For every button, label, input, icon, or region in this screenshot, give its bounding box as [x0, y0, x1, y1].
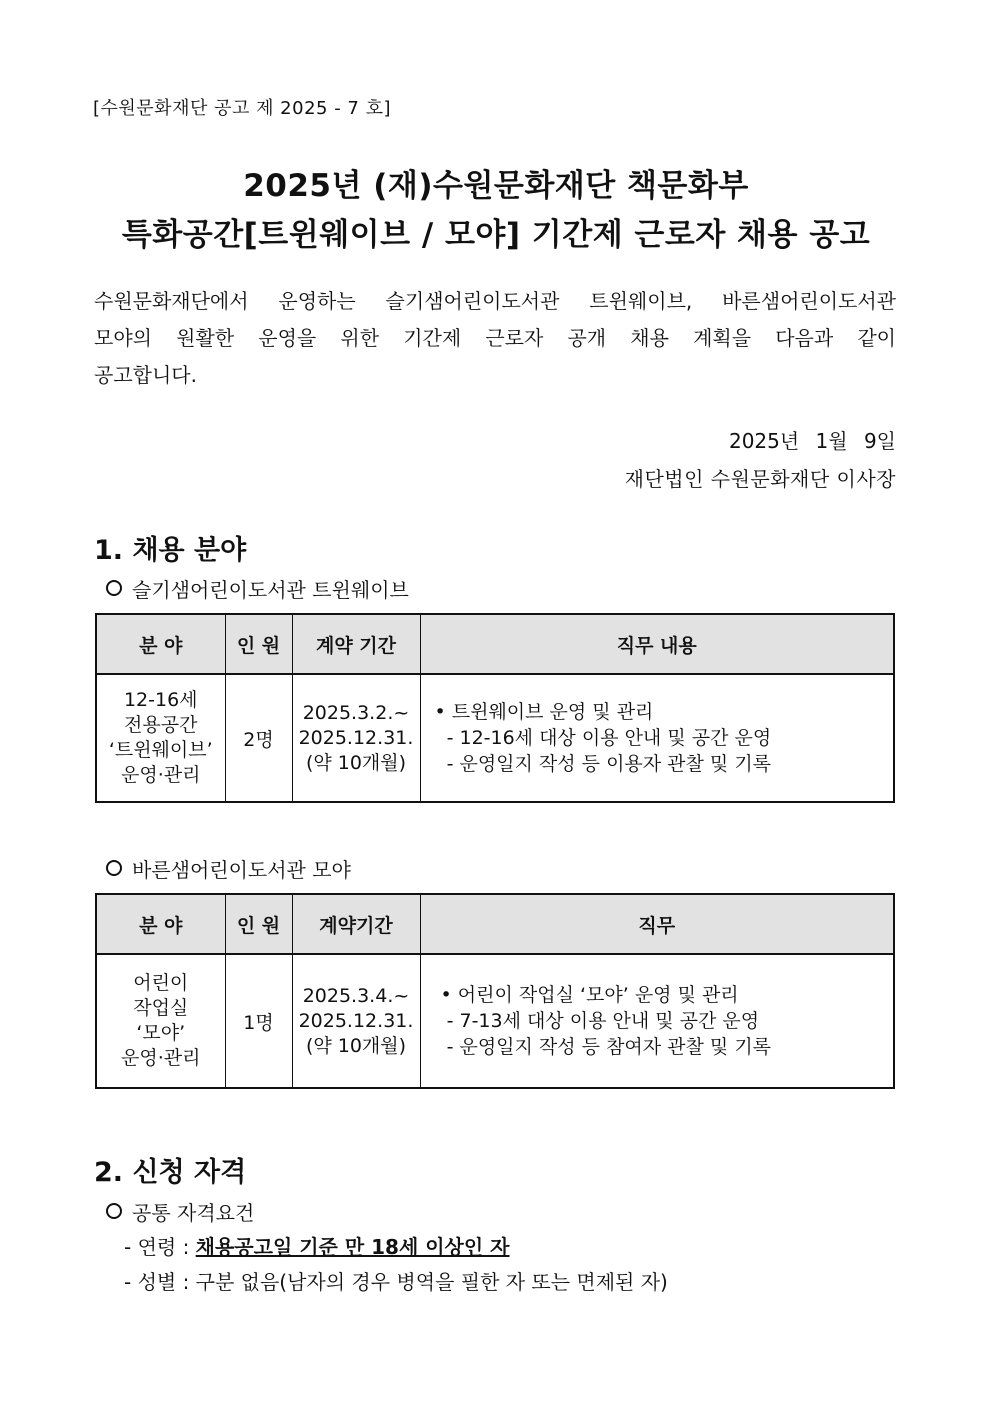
- title-line-1: 2025년 (재)수원문화재단 책문화부: [243, 168, 749, 204]
- period-cell: [292, 954, 420, 1088]
- header-field: 분 야: [96, 894, 225, 954]
- library2-name: 바른샘어린이도서관 모야: [132, 858, 351, 882]
- gender-label: - 성별 :: [124, 1270, 196, 1294]
- period-text: (약 10개월): [305, 751, 407, 774]
- library2-table: [95, 893, 895, 1089]
- gender-requirement: [124, 1266, 668, 1295]
- header-count: 인 원: [225, 894, 292, 954]
- age-label: - 연령 :: [124, 1235, 196, 1259]
- library1-table: [95, 613, 895, 803]
- period-text: 2025.12.31.: [298, 726, 414, 749]
- intro-paragraph: [94, 283, 896, 394]
- notice-number: [수원문화재단 공고 제 2025 - 7 호]: [93, 98, 392, 119]
- period-cell: [292, 674, 420, 802]
- intro-line: 수원문화재단에서 운영하는 슬기샘어린이도서관 트윈웨이브, 바른샘어린이도서관: [94, 289, 896, 313]
- duty-cell: [420, 954, 894, 1088]
- table-header-row: [96, 894, 894, 954]
- field-text: 어린이: [133, 972, 189, 994]
- notice-date: 2025년 1월 9일: [728, 429, 896, 453]
- field-text: 작업실: [133, 997, 189, 1019]
- field-cell: [96, 954, 225, 1088]
- age-value: 채용공고일 기준 만 18세 이상인 자: [195, 1235, 510, 1259]
- duty-item: - 운영일지 작성 등 참여자 관찰 및 기록: [434, 1036, 772, 1058]
- duty-item: • 어린이 작업실 ‘모야’ 운영 및 관리: [434, 984, 739, 1006]
- circle-bullet-icon: [106, 1203, 122, 1219]
- duty-item: - 7-13세 대상 이용 안내 및 공간 운영: [434, 1010, 760, 1032]
- period-text: (약 10개월): [305, 1034, 407, 1057]
- header-duty: 직무 내용: [420, 614, 894, 674]
- circle-bullet-icon: [106, 860, 122, 876]
- field-cell: [96, 674, 225, 802]
- field-text: 운영·관리: [121, 1047, 201, 1069]
- circle-bullet-icon: [106, 580, 122, 596]
- age-requirement: [124, 1231, 509, 1260]
- period-text: 2025.3.2.~: [302, 701, 410, 724]
- section-heading-qualification: 2. 신청 자격: [94, 1157, 247, 1188]
- table-header-row: [96, 614, 894, 674]
- intro-line: 공고합니다.: [94, 363, 197, 387]
- field-text: ‘트윈웨이브’: [108, 739, 213, 761]
- duty-cell: [420, 674, 894, 802]
- header-count: 인 원: [225, 614, 292, 674]
- table-row: [96, 674, 894, 802]
- library1-heading: [106, 574, 409, 603]
- library1-name: 슬기샘어린이도서관 트윈웨이브: [132, 578, 409, 602]
- duty-item: - 운영일지 작성 등 이용자 관찰 및 기록: [434, 753, 772, 775]
- common-requirements-heading: [106, 1197, 254, 1226]
- header-period: 계약기간: [292, 894, 420, 954]
- intro-line: 모야의 원활한 운영을 위한 기간제 근로자 공개 채용 계획을 다음과 같이: [94, 326, 896, 350]
- section-heading-recruitment: 1. 채용 분야: [94, 535, 247, 566]
- field-text: 12-16세: [123, 689, 198, 711]
- header-field: 분 야: [96, 614, 225, 674]
- title-line-2: 특화공간[트윈웨이브 / 모야] 기간제 근로자 채용 공고: [121, 217, 871, 253]
- period-text: 2025.3.4.~: [302, 984, 410, 1007]
- duty-item: - 12-16세 대상 이용 안내 및 공간 운영: [434, 727, 772, 749]
- header-duty: 직무: [420, 894, 894, 954]
- table-row: [96, 954, 894, 1088]
- field-text: 전용공간: [124, 714, 198, 736]
- period-text: 2025.12.31.: [298, 1009, 414, 1032]
- issuer: 재단법인 수원문화재단 이사장: [624, 467, 896, 491]
- field-text: 운영·관리: [121, 764, 201, 786]
- common-requirements-label: 공통 자격요건: [132, 1201, 255, 1225]
- duty-item: • 트윈웨이브 운영 및 관리: [434, 701, 654, 723]
- gender-value: 구분 없음(남자의 경우 병역을 필한 자 또는 면제된 자): [195, 1270, 668, 1294]
- field-text: ‘모야’: [136, 1022, 186, 1044]
- count-cell: 2명: [225, 674, 292, 802]
- count-cell: 1명: [225, 954, 292, 1088]
- library2-heading: [106, 854, 351, 883]
- header-period: 계약 기간: [292, 614, 420, 674]
